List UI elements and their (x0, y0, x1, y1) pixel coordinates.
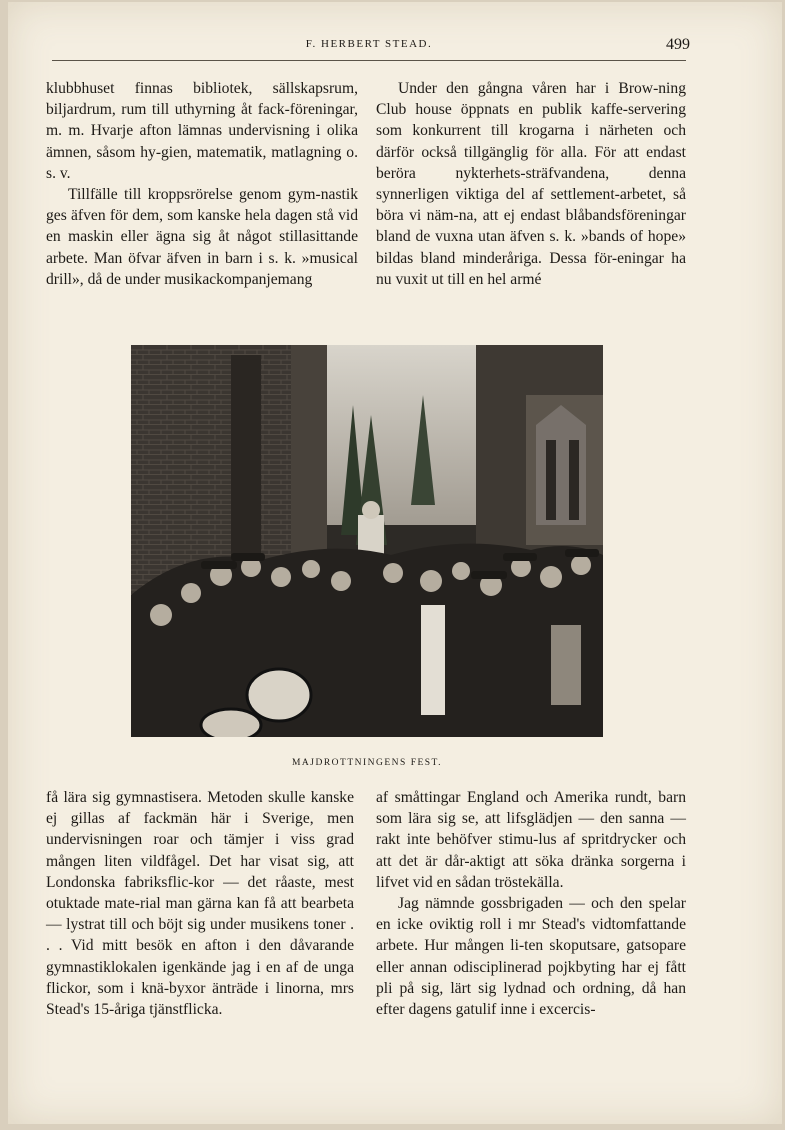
photo-caption: MAJDROTTNINGENS FEST. (291, 758, 443, 768)
running-head: F. HERBERT STEAD. (305, 38, 433, 50)
paragraph: af småttingar England och Amerika rundt, barn som lära sig se, att lifsglädjen — den sanna — rakt inte behöfver stimu-lus af spritdrycker och att det är dår-aktigt att söka dränka sorgerna i lifvet vid en sådan tröstekälla. (376, 789, 686, 891)
book-page (8, 2, 782, 1124)
header-rule (52, 60, 686, 61)
paragraph: få lära sig gymnastisera. Metoden skulle kanske ej gillas af fackmän här i Sverige, men undervisningen roar och tämjer i viss grad mången liten vildfågel. Det har visat sig, att Londonska fabriksflic-kor — det råaste, mest otuktade mate-rial man gärna kan få att bearbeta — lystrat till och böjt sig under musikens toner . . . Vid mitt besök en afton i den dåvarande gymnastiklokalen igenkände jag i en af de unga flickor, som i knä-byxor änträde i linorna, mrs Stead's 15-åriga tjänstflicka. (46, 789, 354, 1019)
procession-photograph (131, 345, 603, 737)
page-header (52, 32, 690, 60)
photo-illustration (131, 345, 603, 737)
paragraph: Jag nämnde gossbrigaden — och den spelar en icke oviktig roll i mr Stead's vidtomfattande arbete. Hur mången li-ten skoputsare, gatsopare eller annan odisciplinerad pojkbyting har ej fått pli på sig, lärt sig lydnad och ordning, då han efter dagens gatulif inne i excercis- (376, 895, 686, 1019)
column-top-right (376, 78, 686, 290)
column-bottom-right (376, 787, 686, 1020)
paragraph: Under den gångna våren har i Brow-ning Club house öppnats en publik kaffe-servering som konkurrent till krogarna i närheten och därför också tillgänglig för alla. För att endast beröra nykterhets-sträfvandena, denna synnerligen viktiga del af settlement-arbetet, så böra vi näm-na, att ej endast blåbandsföreningar bland de vuxna utan äfven s. k. »bands of hope» bildas bland minderåriga. Dessa för-eningar ha nu vuxit ut till en hel armé (376, 80, 686, 288)
page-number: 499 (666, 36, 690, 53)
paragraph: Tillfälle till kroppsrörelse genom gym-nastik ges äfven för dem, som kanske hela dagen stå vid en maskin eller ägna sig åt något stillasittande arbete. Man öfvar äfven in barn i s. k. »musical drill», då de under musikackompanjemang (46, 186, 358, 288)
column-bottom-left (46, 787, 354, 1020)
column-top-left (46, 78, 358, 290)
paragraph: klubbhuset finnas bibliotek, sällskapsrum, biljardrum, rum till uthyrning åt fack-föreningar, m. m. Hvarje afton lämnas undervisning i olika ämnen, såsom hy-gien, matematik, matlagning o. s. v. (46, 80, 358, 182)
